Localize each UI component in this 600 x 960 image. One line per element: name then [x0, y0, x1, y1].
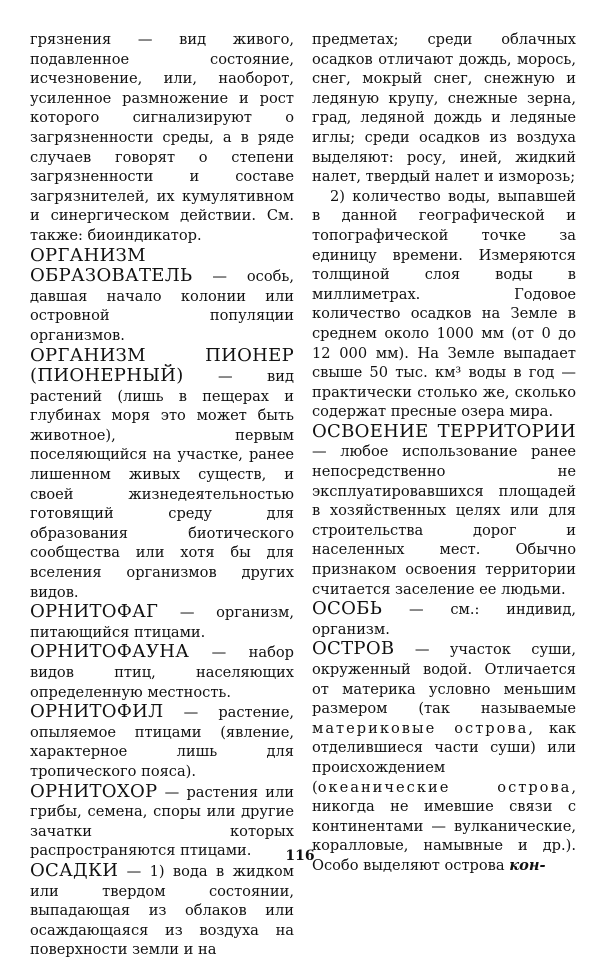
- entry-definition: — растения или грибы, семена, споры или другие зачатки которых распространяются птицами.: [30, 783, 294, 860]
- entry-definition: — вид растений (лишь в пещерах и глубинах моря это может быть животное), первым поселяющийся на участке, ранее лишенном живых существ, и своей жизнедеятельностью готовящий среду для образования биотического сообщества или хотя бы для вселения организмов других видов.: [30, 368, 294, 601]
- page-number: 116: [285, 848, 315, 864]
- entry-headword: ОРГАНИЗМ ОБРАЗОВАТЕЛЬ: [30, 244, 193, 287]
- left-column: [30, 30, 294, 960]
- paragraph: грязнения — вид живого, подавленное состояние, исчезновение, или, наоборот, усиленное размножение и рост которого сигнализируют о загрязненности среды, а в ряде случаев говорят о степени загрязненности и составе загрязнителей, их кумулятивном и синергическом действии. См. также: биоиндикатор.: [30, 31, 294, 244]
- dictionary-entry: [30, 861, 294, 960]
- spaced-term: океанические острова: [317, 778, 572, 796]
- dictionary-entry: [312, 599, 576, 639]
- dictionary-entry: [312, 422, 576, 599]
- dictionary-entry: [30, 602, 294, 642]
- entry-definition: — 1) вода в жидком или твердом состоянии, выпадающая из облаков или осаждающаяся из воздуха на поверхности земли и на: [30, 862, 294, 959]
- entry-definition: — набор видов птиц, населяющих определенную местность.: [30, 644, 294, 701]
- entry-definition: — особь, давшая начало колонии или островной популяции организмов.: [30, 268, 294, 344]
- entry-definition: — любое использование ранее непосредственно не эксплуатировавшихся площадей в хозяйственных целях или для строительства дорог и населенных мест. Обычно признаком освоения территории считается заселение ее людьми.: [312, 443, 576, 598]
- dictionary-entry: [30, 346, 294, 603]
- entry-headword: ОРНИТОХОР: [30, 780, 158, 802]
- dictionary-entry: [30, 642, 294, 702]
- entry-definition: , как отделившиеся части суши) или происхождением (: [312, 719, 576, 796]
- entry-headword: ОРНИТОФАГ: [30, 601, 159, 623]
- entry-definition: — см.: индивид, организм.: [312, 601, 576, 638]
- entry-definition: — организм, питающийся птицами.: [30, 604, 294, 641]
- entry-headword: ОСВОЕНИЕ ТЕРРИТОРИИ: [312, 420, 576, 442]
- right-column: [312, 30, 576, 876]
- italic-term: кон-: [509, 856, 546, 874]
- dictionary-entry: [30, 246, 294, 346]
- paragraph: предметах; среди облачных осадков отличают дождь, морось, снег, мокрый снег, снежную и ледяную крупу, снежные зерна, град, ледяной дождь и ледяные иглы; среди осадков из воздуха выделяют: росу, иней, жидкий налет, твердый налет и изморозь;: [312, 31, 576, 186]
- entry-definition: , никогда не имевшие связи с континентами — вулканические, коралловые, намывные и др.). Особо выделяют острова: [312, 778, 576, 874]
- entry-definition: — растение, опыляемое птицами (явление, характерное лишь для тропического пояса).: [30, 704, 294, 780]
- entry-definition: — участок суши, окруженный водой. Отличается от материка условно меньшим размером (так называемые: [312, 641, 576, 718]
- entry-headword: ОРНИТОФИЛ: [30, 701, 164, 723]
- paragraph: 2) количество воды, выпавшей в данной географической и топографической точке за единицу времени. Измеряются толщиной слоя воды в миллиметрах. Годовое количество осадков на Земле в среднем около 1000 мм (от 0 до 12 000 мм). На Земле выпадает свыше 50 тыс. км³ воды в год — практически столько же, сколько содержат пресные озера мира.: [312, 187, 576, 421]
- entry-headword: ОСАДКИ: [30, 859, 119, 881]
- dictionary-entry: [30, 702, 294, 781]
- entry-headword: ОСТРОВ: [312, 638, 395, 660]
- entry-headword: ОРГАНИЗМ ПИОНЕР (ПИОНЕРНЫЙ): [30, 344, 294, 387]
- entry-headword: ОРНИТОФАУНА: [30, 641, 190, 663]
- spaced-term: материковые острова: [312, 719, 529, 737]
- entry-headword: ОСОБЬ: [312, 598, 383, 620]
- dictionary-entry: [312, 639, 576, 875]
